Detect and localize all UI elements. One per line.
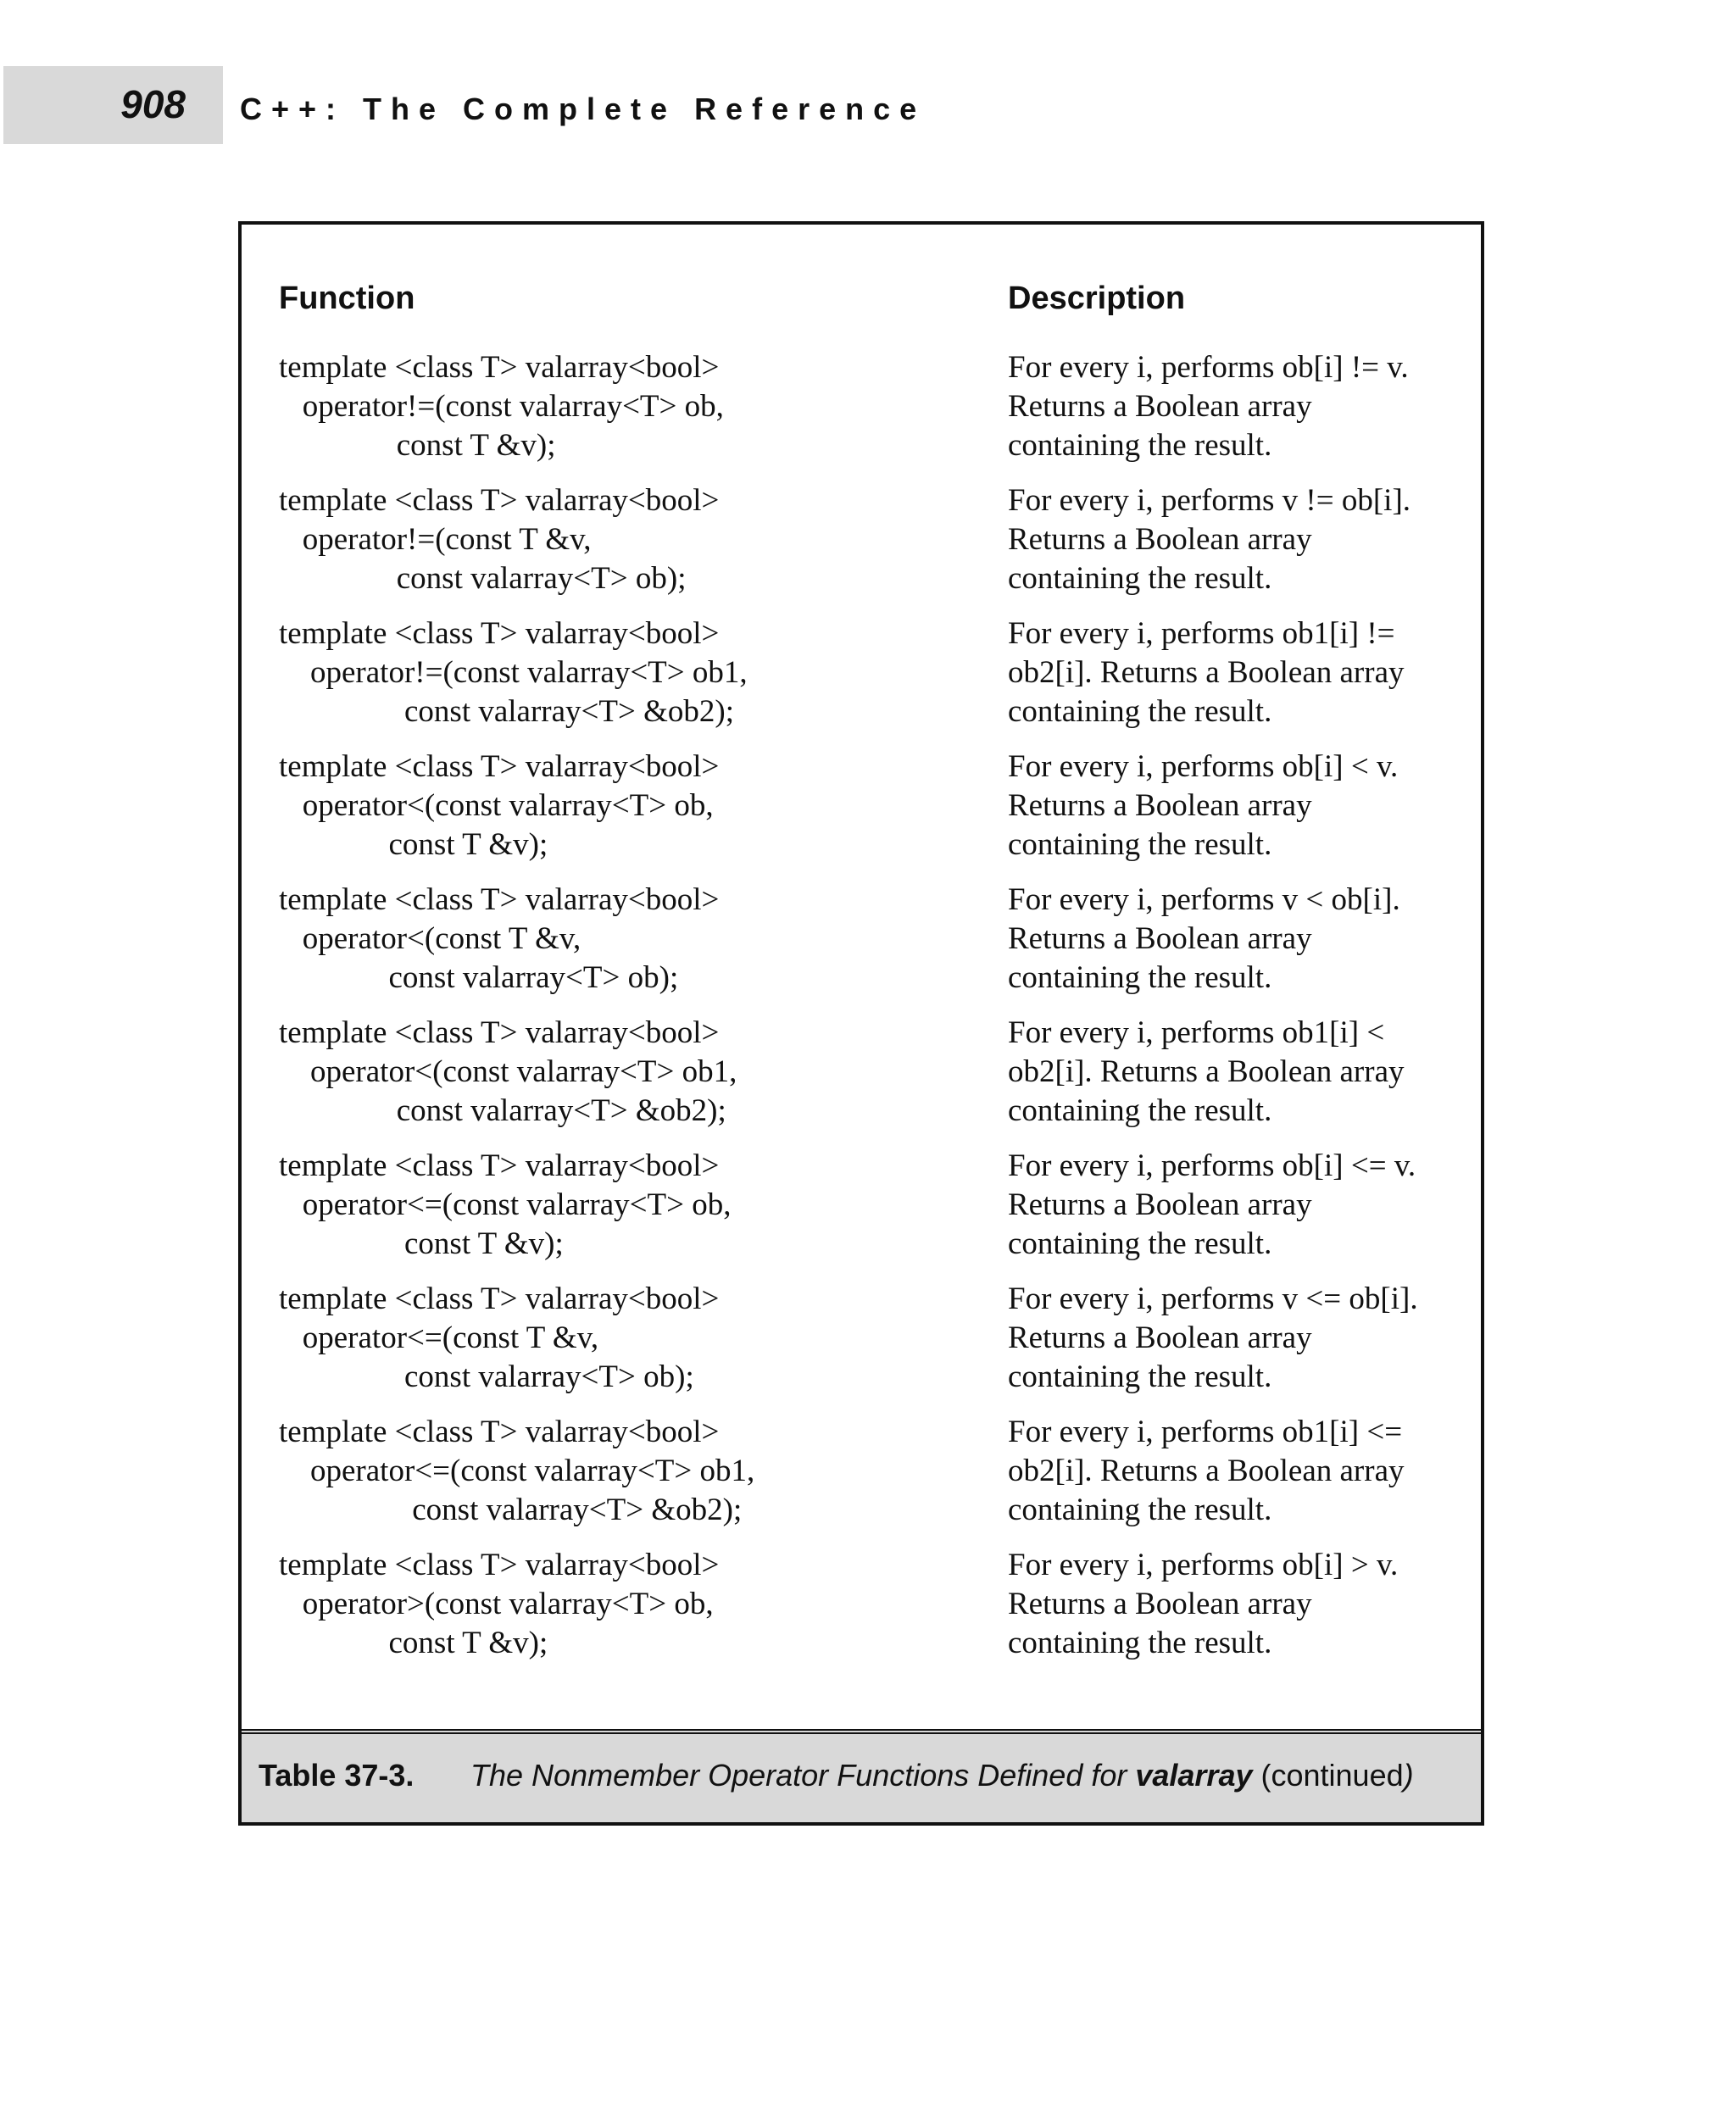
- function-cell: [279, 1280, 974, 1397]
- caption-text-after: (continued: [1252, 1758, 1404, 1793]
- description-line: containing the result.: [1008, 827, 1272, 862]
- function-line: const T &v);: [279, 1226, 564, 1261]
- function-line: operator>(const valarray<T> ob,: [279, 1587, 714, 1621]
- column-header-function: Function: [279, 281, 415, 316]
- function-cell: [279, 614, 974, 731]
- description-line: Returns a Boolean array: [1008, 1587, 1312, 1621]
- caption-close-paren: ): [1403, 1758, 1414, 1793]
- description-line: For every i, performs ob[i] <= v.: [1008, 1148, 1416, 1183]
- function-line: template <class T> valarray<bool>: [279, 616, 720, 651]
- description-line: For every i, performs v < ob[i].: [1008, 882, 1400, 917]
- function-line: const valarray<T> &ob2);: [279, 1093, 726, 1128]
- description-cell: [1008, 481, 1466, 598]
- caption-label: Table 37-3.: [259, 1758, 415, 1793]
- function-line: template <class T> valarray<bool>: [279, 1548, 720, 1582]
- function-line: template <class T> valarray<bool>: [279, 350, 720, 385]
- description-line: Returns a Boolean array: [1008, 389, 1312, 424]
- function-line: const valarray<T> &ob2);: [279, 1493, 743, 1527]
- table-row: [242, 348, 1481, 481]
- description-cell: [1008, 881, 1466, 998]
- function-line: template <class T> valarray<bool>: [279, 749, 720, 784]
- description-cell: [1008, 1280, 1466, 1397]
- description-line: ob2[i]. Returns a Boolean array: [1008, 1454, 1405, 1488]
- function-line: operator<(const T &v,: [279, 921, 581, 956]
- description-cell: [1008, 748, 1466, 864]
- table-row: [242, 1280, 1481, 1413]
- function-cell: [279, 1147, 974, 1264]
- function-line: template <class T> valarray<bool>: [279, 1415, 720, 1449]
- function-line: operator<(const valarray<T> ob,: [279, 788, 714, 823]
- description-line: For every i, performs v <= ob[i].: [1008, 1281, 1418, 1316]
- table-row: [242, 748, 1481, 881]
- operator-table: [238, 221, 1484, 1826]
- table-row: [242, 1413, 1481, 1546]
- table-row: [242, 1546, 1481, 1679]
- function-line: const valarray<T> &ob2);: [279, 694, 735, 729]
- function-line: const valarray<T> ob);: [279, 1359, 694, 1394]
- function-line: operator<=(const T &v,: [279, 1320, 599, 1355]
- function-line: const T &v);: [279, 428, 556, 463]
- function-cell: [279, 481, 974, 598]
- description-line: For every i, performs v != ob[i].: [1008, 483, 1411, 518]
- description-cell: [1008, 1147, 1466, 1264]
- function-cell: [279, 1546, 974, 1663]
- description-line: Returns a Boolean array: [1008, 1187, 1312, 1222]
- description-line: Returns a Boolean array: [1008, 788, 1312, 823]
- function-line: operator<(const valarray<T> ob1,: [279, 1054, 737, 1089]
- function-cell: [279, 348, 974, 465]
- running-head: C++: The Complete Reference: [240, 92, 926, 126]
- description-line: containing the result.: [1008, 1093, 1272, 1128]
- description-line: containing the result.: [1008, 561, 1272, 596]
- description-line: containing the result.: [1008, 960, 1272, 995]
- description-cell: [1008, 348, 1466, 465]
- description-line: containing the result.: [1008, 428, 1272, 463]
- description-cell: [1008, 614, 1466, 731]
- function-line: template <class T> valarray<bool>: [279, 882, 720, 917]
- description-line: containing the result.: [1008, 1359, 1272, 1394]
- description-line: containing the result.: [1008, 1626, 1272, 1660]
- description-cell: [1008, 1413, 1466, 1530]
- function-line: const T &v);: [279, 1626, 548, 1660]
- description-line: containing the result.: [1008, 1226, 1272, 1261]
- description-line: Returns a Boolean array: [1008, 522, 1312, 557]
- function-line: operator<=(const valarray<T> ob,: [279, 1187, 732, 1222]
- description-line: For every i, performs ob[i] < v.: [1008, 749, 1399, 784]
- function-line: operator!=(const T &v,: [279, 522, 592, 557]
- description-line: containing the result.: [1008, 694, 1272, 729]
- function-line: operator<=(const valarray<T> ob1,: [279, 1454, 755, 1488]
- description-line: For every i, performs ob1[i] !=: [1008, 616, 1395, 651]
- function-cell: [279, 1014, 974, 1131]
- description-line: Returns a Boolean array: [1008, 1320, 1312, 1355]
- caption-text: [470, 1758, 1414, 1793]
- function-cell: [279, 748, 974, 864]
- function-cell: [279, 1413, 974, 1530]
- function-line: const T &v);: [279, 827, 548, 862]
- description-cell: [1008, 1546, 1466, 1663]
- function-line: const valarray<T> ob);: [279, 960, 679, 995]
- caption-text-before: The Nonmember Operator Functions Defined for: [470, 1758, 1136, 1793]
- function-line: operator!=(const valarray<T> ob1,: [279, 655, 748, 690]
- description-line: ob2[i]. Returns a Boolean array: [1008, 655, 1405, 690]
- description-line: For every i, performs ob1[i] <: [1008, 1015, 1385, 1050]
- table-row: [242, 1147, 1481, 1280]
- page-number: 908: [120, 82, 186, 126]
- description-line: ob2[i]. Returns a Boolean array: [1008, 1054, 1405, 1089]
- column-header-description: Description: [1008, 281, 1186, 316]
- function-line: template <class T> valarray<bool>: [279, 1281, 720, 1316]
- page-number-box: [3, 66, 223, 144]
- function-line: operator!=(const valarray<T> ob,: [279, 389, 724, 424]
- table-row: [242, 881, 1481, 1014]
- function-line: template <class T> valarray<bool>: [279, 483, 720, 518]
- description-line: Returns a Boolean array: [1008, 921, 1312, 956]
- table-caption: [242, 1729, 1481, 1822]
- description-cell: [1008, 1014, 1466, 1131]
- description-line: For every i, performs ob[i] != v.: [1008, 350, 1409, 385]
- description-line: containing the result.: [1008, 1493, 1272, 1527]
- table-row: [242, 1014, 1481, 1147]
- function-line: const valarray<T> ob);: [279, 561, 687, 596]
- description-line: For every i, performs ob[i] > v.: [1008, 1548, 1399, 1582]
- table-row: [242, 614, 1481, 748]
- function-line: template <class T> valarray<bool>: [279, 1148, 720, 1183]
- function-cell: [279, 881, 974, 998]
- table-row: [242, 481, 1481, 614]
- caption-keyword: valarray: [1135, 1758, 1253, 1793]
- function-line: template <class T> valarray<bool>: [279, 1015, 720, 1050]
- description-line: For every i, performs ob1[i] <=: [1008, 1415, 1403, 1449]
